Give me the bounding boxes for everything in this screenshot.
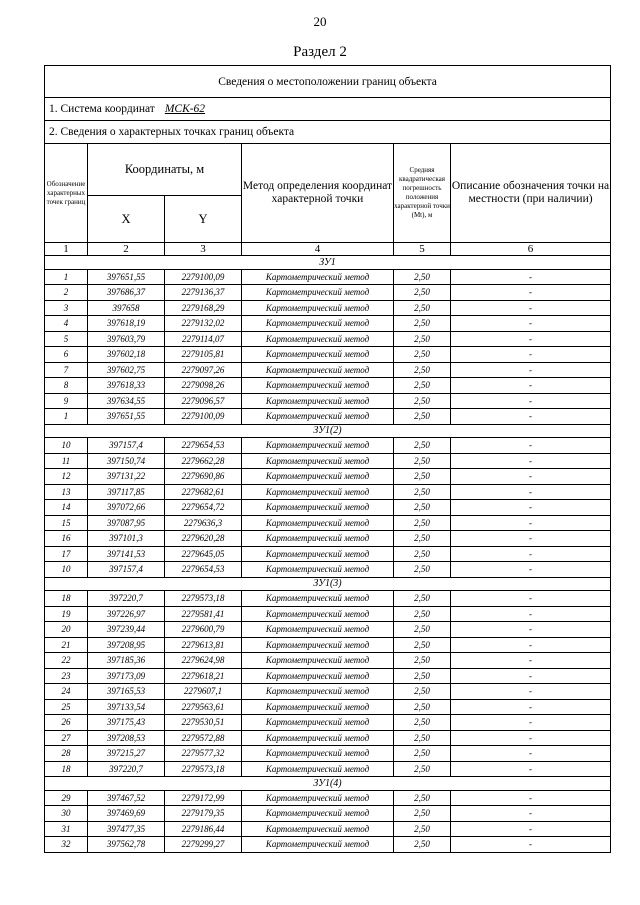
- col-number: 6: [451, 243, 611, 256]
- method-cell: Картометрический метод: [242, 347, 394, 363]
- section-title: Раздел 2: [293, 44, 347, 60]
- table-row: [45, 316, 611, 332]
- point-id-cell: 19: [45, 606, 88, 622]
- description-cell: -: [451, 500, 611, 516]
- col-number: 4: [242, 243, 394, 256]
- boundary-table: [44, 65, 611, 853]
- description-cell: -: [451, 606, 611, 622]
- description-cell: -: [451, 653, 611, 669]
- y-coord-cell: 2279179,35: [165, 806, 242, 822]
- point-id-cell: 32: [45, 837, 88, 853]
- point-id-cell: 20: [45, 622, 88, 638]
- method-cell: Картометрический метод: [242, 438, 394, 454]
- accuracy-cell: 2,50: [394, 347, 451, 363]
- point-id-cell: 4: [45, 316, 88, 332]
- point-id-cell: 21: [45, 637, 88, 653]
- description-cell: -: [451, 469, 611, 485]
- accuracy-cell: 2,50: [394, 699, 451, 715]
- x-coord-cell: 397215,27: [88, 746, 165, 762]
- point-id-cell: 17: [45, 546, 88, 562]
- description-cell: -: [451, 761, 611, 777]
- table-row: [45, 300, 611, 316]
- accuracy-cell: 2,50: [394, 730, 451, 746]
- point-id-cell: 12: [45, 469, 88, 485]
- y-coord-cell: 2279114,07: [165, 331, 242, 347]
- y-coord-cell: 2279136,37: [165, 285, 242, 301]
- page-number: 20: [313, 14, 327, 29]
- accuracy-cell: 2,50: [394, 684, 451, 700]
- table-row: [45, 715, 611, 731]
- x-coord-cell: 397467,52: [88, 790, 165, 806]
- point-id-cell: 31: [45, 821, 88, 837]
- y-coord-cell: 2279573,18: [165, 761, 242, 777]
- header-description: Описание обозначения точки на местности (при наличии): [451, 144, 611, 243]
- description-cell: -: [451, 684, 611, 700]
- col-number: 1: [45, 243, 88, 256]
- y-coord-cell: 2279645,05: [165, 546, 242, 562]
- accuracy-cell: 2,50: [394, 622, 451, 638]
- method-cell: Картометрический метод: [242, 637, 394, 653]
- description-cell: -: [451, 300, 611, 316]
- x-coord-cell: 397634,55: [88, 393, 165, 409]
- y-coord-cell: 2279690,86: [165, 469, 242, 485]
- x-coord-cell: 397686,37: [88, 285, 165, 301]
- table-row: [45, 562, 611, 578]
- method-cell: Картометрический метод: [242, 622, 394, 638]
- table-row: [45, 730, 611, 746]
- table-row: [45, 453, 611, 469]
- accuracy-cell: 2,50: [394, 531, 451, 547]
- description-cell: -: [451, 331, 611, 347]
- method-cell: Картометрический метод: [242, 699, 394, 715]
- x-coord-cell: 397220,7: [88, 591, 165, 607]
- col-number: 5: [394, 243, 451, 256]
- method-cell: Картометрический метод: [242, 531, 394, 547]
- method-cell: Картометрический метод: [242, 316, 394, 332]
- point-id-cell: 18: [45, 761, 88, 777]
- description-cell: -: [451, 546, 611, 562]
- y-coord-cell: 2279636,3: [165, 515, 242, 531]
- y-coord-cell: 2279607,1: [165, 684, 242, 700]
- description-cell: -: [451, 562, 611, 578]
- x-coord-cell: 397226,97: [88, 606, 165, 622]
- accuracy-cell: 2,50: [394, 715, 451, 731]
- method-cell: Картометрический метод: [242, 684, 394, 700]
- table-row: [45, 761, 611, 777]
- y-coord-cell: 2279581,41: [165, 606, 242, 622]
- y-coord-cell: 2279097,26: [165, 362, 242, 378]
- table-row: [45, 269, 611, 285]
- header-method: Метод определения координат характерной точки: [242, 144, 394, 243]
- table-row: [45, 469, 611, 485]
- x-coord-cell: 397173,09: [88, 668, 165, 684]
- accuracy-cell: 2,50: [394, 790, 451, 806]
- description-cell: -: [451, 269, 611, 285]
- accuracy-cell: 2,50: [394, 591, 451, 607]
- description-cell: -: [451, 837, 611, 853]
- method-cell: Картометрический метод: [242, 591, 394, 607]
- table-title: Сведения о местоположении границ объекта: [45, 66, 611, 98]
- point-id-cell: 11: [45, 453, 88, 469]
- point-id-cell: 2: [45, 285, 88, 301]
- point-id-cell: 26: [45, 715, 88, 731]
- point-id-cell: 29: [45, 790, 88, 806]
- y-coord-cell: 2279098,26: [165, 378, 242, 394]
- x-coord-cell: 397651,55: [88, 409, 165, 425]
- method-cell: Картометрический метод: [242, 730, 394, 746]
- y-coord-cell: 2279563,61: [165, 699, 242, 715]
- accuracy-cell: 2,50: [394, 269, 451, 285]
- x-coord-cell: 397133,54: [88, 699, 165, 715]
- method-cell: Картометрический метод: [242, 653, 394, 669]
- x-coord-cell: 397618,19: [88, 316, 165, 332]
- accuracy-cell: 2,50: [394, 500, 451, 516]
- description-cell: -: [451, 393, 611, 409]
- table-row: [45, 362, 611, 378]
- point-id-cell: 3: [45, 300, 88, 316]
- accuracy-cell: 2,50: [394, 562, 451, 578]
- description-cell: -: [451, 699, 611, 715]
- x-coord-cell: 397220,7: [88, 761, 165, 777]
- accuracy-cell: 2,50: [394, 668, 451, 684]
- point-id-cell: 10: [45, 562, 88, 578]
- point-id-cell: 16: [45, 531, 88, 547]
- point-id-cell: 15: [45, 515, 88, 531]
- method-cell: Картометрический метод: [242, 269, 394, 285]
- description-cell: -: [451, 515, 611, 531]
- point-id-cell: 30: [45, 806, 88, 822]
- y-coord-cell: 2279624,98: [165, 653, 242, 669]
- x-coord-cell: 397157,4: [88, 438, 165, 454]
- method-cell: Картометрический метод: [242, 806, 394, 822]
- y-coord-cell: 2279572,88: [165, 730, 242, 746]
- accuracy-cell: 2,50: [394, 331, 451, 347]
- group-header: ЗУ1(3): [45, 577, 611, 591]
- table-row: [45, 699, 611, 715]
- table-row: [45, 531, 611, 547]
- group-header: ЗУ1: [45, 256, 611, 270]
- accuracy-cell: 2,50: [394, 393, 451, 409]
- table-row: [45, 515, 611, 531]
- description-cell: -: [451, 746, 611, 762]
- method-cell: Картометрический метод: [242, 790, 394, 806]
- point-id-cell: 5: [45, 331, 88, 347]
- table-row: [45, 606, 611, 622]
- table-row: [45, 438, 611, 454]
- group-header: ЗУ1(4): [45, 777, 611, 791]
- accuracy-cell: 2,50: [394, 378, 451, 394]
- x-coord-cell: 397651,55: [88, 269, 165, 285]
- y-coord-cell: 2279299,27: [165, 837, 242, 853]
- y-coord-cell: 2279662,28: [165, 453, 242, 469]
- x-coord-cell: 397208,95: [88, 637, 165, 653]
- description-cell: -: [451, 622, 611, 638]
- method-cell: Картометрический метод: [242, 715, 394, 731]
- table-row: [45, 790, 611, 806]
- accuracy-cell: 2,50: [394, 821, 451, 837]
- table-row: [45, 746, 611, 762]
- accuracy-cell: 2,50: [394, 761, 451, 777]
- method-cell: Картометрический метод: [242, 469, 394, 485]
- accuracy-cell: 2,50: [394, 438, 451, 454]
- point-id-cell: 23: [45, 668, 88, 684]
- y-coord-cell: 2279613,81: [165, 637, 242, 653]
- accuracy-cell: 2,50: [394, 469, 451, 485]
- table-row: [45, 347, 611, 363]
- x-coord-cell: 397185,36: [88, 653, 165, 669]
- y-coord-cell: 2279096,57: [165, 393, 242, 409]
- accuracy-cell: 2,50: [394, 837, 451, 853]
- accuracy-cell: 2,50: [394, 285, 451, 301]
- point-id-cell: 1: [45, 409, 88, 425]
- y-coord-cell: 2279100,09: [165, 409, 242, 425]
- y-coord-cell: 2279168,29: [165, 300, 242, 316]
- x-coord-cell: 397131,22: [88, 469, 165, 485]
- method-cell: Картометрический метод: [242, 300, 394, 316]
- x-coord-cell: 397175,43: [88, 715, 165, 731]
- header-y: Y: [165, 196, 242, 243]
- x-coord-cell: 397072,66: [88, 500, 165, 516]
- table-row: [45, 546, 611, 562]
- x-coord-cell: 397141,53: [88, 546, 165, 562]
- x-coord-cell: 397603,79: [88, 331, 165, 347]
- table-row: [45, 500, 611, 516]
- method-cell: Картометрический метод: [242, 761, 394, 777]
- accuracy-cell: 2,50: [394, 606, 451, 622]
- description-cell: -: [451, 453, 611, 469]
- point-id-cell: 28: [45, 746, 88, 762]
- description-cell: -: [451, 591, 611, 607]
- point-id-cell: 22: [45, 653, 88, 669]
- description-cell: -: [451, 347, 611, 363]
- method-cell: Картометрический метод: [242, 821, 394, 837]
- table-row: [45, 837, 611, 853]
- points-heading: 2. Сведения о характерных точках границ объекта: [45, 121, 611, 144]
- accuracy-cell: 2,50: [394, 806, 451, 822]
- description-cell: -: [451, 715, 611, 731]
- coord-system-label: 1. Система координат: [49, 103, 155, 115]
- accuracy-cell: 2,50: [394, 515, 451, 531]
- accuracy-cell: 2,50: [394, 653, 451, 669]
- x-coord-cell: 397117,85: [88, 484, 165, 500]
- description-cell: -: [451, 806, 611, 822]
- table-row: [45, 393, 611, 409]
- description-cell: -: [451, 409, 611, 425]
- table-row: [45, 484, 611, 500]
- description-cell: -: [451, 316, 611, 332]
- x-coord-cell: 397469,69: [88, 806, 165, 822]
- y-coord-cell: 2279682,61: [165, 484, 242, 500]
- y-coord-cell: 2279600,79: [165, 622, 242, 638]
- method-cell: Картометрический метод: [242, 378, 394, 394]
- y-coord-cell: 2279172,99: [165, 790, 242, 806]
- description-cell: -: [451, 790, 611, 806]
- method-cell: Картометрический метод: [242, 606, 394, 622]
- x-coord-cell: 397208,53: [88, 730, 165, 746]
- point-id-cell: 10: [45, 438, 88, 454]
- point-id-cell: 1: [45, 269, 88, 285]
- description-cell: -: [451, 285, 611, 301]
- accuracy-cell: 2,50: [394, 746, 451, 762]
- y-coord-cell: 2279654,53: [165, 438, 242, 454]
- table-row: [45, 684, 611, 700]
- col-number: 3: [165, 243, 242, 256]
- group-header: ЗУ1(2): [45, 424, 611, 438]
- col-number: 2: [88, 243, 165, 256]
- accuracy-cell: 2,50: [394, 453, 451, 469]
- coord-system-row: [45, 98, 611, 121]
- accuracy-cell: 2,50: [394, 484, 451, 500]
- accuracy-cell: 2,50: [394, 300, 451, 316]
- y-coord-cell: 2279577,32: [165, 746, 242, 762]
- description-cell: -: [451, 378, 611, 394]
- point-id-cell: 18: [45, 591, 88, 607]
- description-cell: -: [451, 484, 611, 500]
- method-cell: Картометрический метод: [242, 409, 394, 425]
- method-cell: Картометрический метод: [242, 393, 394, 409]
- y-coord-cell: 2279654,53: [165, 562, 242, 578]
- description-cell: -: [451, 730, 611, 746]
- description-cell: -: [451, 668, 611, 684]
- x-coord-cell: 397562,78: [88, 837, 165, 853]
- point-id-cell: 24: [45, 684, 88, 700]
- header-accuracy: Средняя квадратическая погрешность положения характерной точки (Mt), м: [394, 144, 451, 243]
- table-row: [45, 637, 611, 653]
- method-cell: Картометрический метод: [242, 484, 394, 500]
- x-coord-cell: 397157,4: [88, 562, 165, 578]
- description-cell: -: [451, 637, 611, 653]
- method-cell: Картометрический метод: [242, 668, 394, 684]
- description-cell: -: [451, 531, 611, 547]
- point-id-cell: 13: [45, 484, 88, 500]
- description-cell: -: [451, 821, 611, 837]
- x-coord-cell: 397658: [88, 300, 165, 316]
- table-row: [45, 591, 611, 607]
- header-coords: Координаты, м: [88, 144, 242, 196]
- description-cell: -: [451, 362, 611, 378]
- method-cell: Картометрический метод: [242, 837, 394, 853]
- header-x: X: [88, 196, 165, 243]
- y-coord-cell: 2279573,18: [165, 591, 242, 607]
- point-id-cell: 14: [45, 500, 88, 516]
- accuracy-cell: 2,50: [394, 362, 451, 378]
- method-cell: Картометрический метод: [242, 500, 394, 516]
- method-cell: Картометрический метод: [242, 546, 394, 562]
- x-coord-cell: 397087,95: [88, 515, 165, 531]
- x-coord-cell: 397150,74: [88, 453, 165, 469]
- y-coord-cell: 2279530,51: [165, 715, 242, 731]
- method-cell: Картометрический метод: [242, 362, 394, 378]
- table-row: [45, 653, 611, 669]
- accuracy-cell: 2,50: [394, 546, 451, 562]
- y-coord-cell: 2279132,02: [165, 316, 242, 332]
- table-row: [45, 285, 611, 301]
- method-cell: Картометрический метод: [242, 331, 394, 347]
- point-id-cell: 8: [45, 378, 88, 394]
- coord-system-value: МСК-62: [164, 103, 206, 115]
- table-row: [45, 821, 611, 837]
- method-cell: Картометрический метод: [242, 515, 394, 531]
- description-cell: -: [451, 438, 611, 454]
- method-cell: Картометрический метод: [242, 285, 394, 301]
- table-row: [45, 331, 611, 347]
- x-coord-cell: 397101,3: [88, 531, 165, 547]
- y-coord-cell: 2279186,44: [165, 821, 242, 837]
- accuracy-cell: 2,50: [394, 409, 451, 425]
- table-row: [45, 668, 611, 684]
- method-cell: Картометрический метод: [242, 746, 394, 762]
- header-point-id: Обозначение характерных точек границ: [45, 144, 88, 243]
- point-id-cell: 27: [45, 730, 88, 746]
- method-cell: Картометрический метод: [242, 562, 394, 578]
- x-coord-cell: 397239,44: [88, 622, 165, 638]
- point-id-cell: 9: [45, 393, 88, 409]
- y-coord-cell: 2279620,28: [165, 531, 242, 547]
- x-coord-cell: 397477,35: [88, 821, 165, 837]
- accuracy-cell: 2,50: [394, 637, 451, 653]
- y-coord-cell: 2279105,81: [165, 347, 242, 363]
- table-row: [45, 622, 611, 638]
- point-id-cell: 6: [45, 347, 88, 363]
- method-cell: Картометрический метод: [242, 453, 394, 469]
- table-row: [45, 378, 611, 394]
- point-id-cell: 7: [45, 362, 88, 378]
- accuracy-cell: 2,50: [394, 316, 451, 332]
- x-coord-cell: 397165,53: [88, 684, 165, 700]
- x-coord-cell: 397618,33: [88, 378, 165, 394]
- y-coord-cell: 2279618,21: [165, 668, 242, 684]
- point-id-cell: 25: [45, 699, 88, 715]
- x-coord-cell: 397602,75: [88, 362, 165, 378]
- table-row: [45, 409, 611, 425]
- table-row: [45, 806, 611, 822]
- y-coord-cell: 2279100,09: [165, 269, 242, 285]
- x-coord-cell: 397602,18: [88, 347, 165, 363]
- y-coord-cell: 2279654,72: [165, 500, 242, 516]
